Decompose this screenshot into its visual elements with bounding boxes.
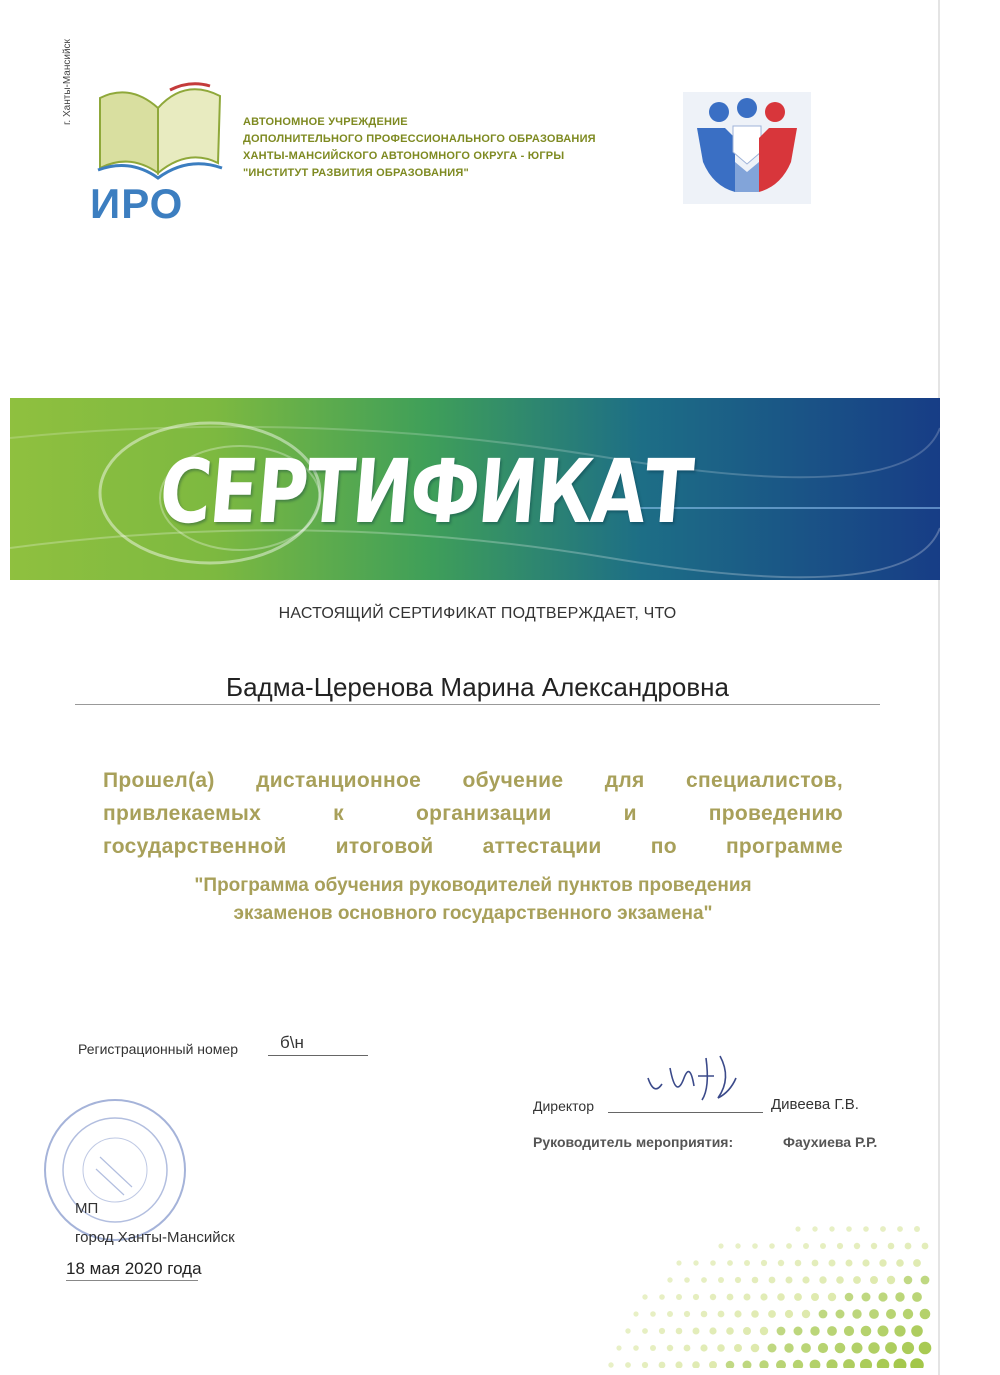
decorative-dot (878, 1292, 887, 1301)
decorative-dot (768, 1310, 776, 1318)
decorative-dot (811, 1293, 819, 1301)
decorative-dot (684, 1311, 690, 1317)
event-head-name: Фаухиева Р.Р. (783, 1134, 878, 1150)
decorative-dot (802, 1276, 809, 1283)
director-signature-line (608, 1112, 763, 1113)
decorative-dot (718, 1277, 724, 1283)
decorative-dot (870, 1276, 878, 1284)
decorative-dot (659, 1294, 665, 1300)
decorative-dot (769, 1243, 775, 1249)
decorative-dot (921, 1276, 930, 1285)
recipient-name: Бадма-Церенова Марина Александровна (226, 672, 729, 702)
decorative-dot (786, 1243, 792, 1249)
course-line: привлекаемых к организации и проведению (103, 802, 843, 825)
decorative-dot (709, 1327, 716, 1334)
decorative-dot (910, 1358, 924, 1368)
decorative-dot (769, 1277, 776, 1284)
decorative-dot (667, 1311, 673, 1317)
decorative-dot (829, 1260, 836, 1267)
program-name (103, 872, 843, 928)
decorative-dot (897, 1226, 903, 1232)
decorative-dot (761, 1260, 767, 1266)
decorative-dot (852, 1309, 861, 1318)
decorative-dot (826, 1359, 837, 1368)
decorative-dot (836, 1310, 845, 1319)
decorative-dot (760, 1327, 768, 1335)
decorative-dot (676, 1328, 683, 1335)
decorative-dot (829, 1226, 834, 1231)
decorative-dot (727, 1294, 734, 1301)
decorative-dot (911, 1325, 923, 1337)
decorative-dot (904, 1276, 913, 1285)
program-line: "Программа обучения руководителей пунктов проведения (194, 875, 752, 896)
decorative-dot (726, 1327, 734, 1335)
confirmation-line: НАСТОЯЩИЙ СЕРТИФИКАТ ПОДТВЕРЖДАЕТ, ЧТО (278, 605, 677, 622)
date-underline (66, 1280, 198, 1281)
decorative-dot (863, 1226, 869, 1232)
decorative-dot (676, 1260, 681, 1265)
decorative-dot (625, 1362, 631, 1368)
decorative-dot (744, 1260, 750, 1266)
decorative-dot (734, 1344, 742, 1352)
decorative-dot (812, 1226, 817, 1231)
decorative-dot (885, 1342, 897, 1354)
decorative-dot (820, 1243, 826, 1249)
decorative-dot (642, 1294, 647, 1299)
course-line: государственной итоговой аттестации по программе (103, 835, 843, 858)
decorative-dot (744, 1294, 751, 1301)
decorative-dot (853, 1276, 861, 1284)
decorative-dot (616, 1345, 621, 1350)
decorative-dot (862, 1259, 869, 1266)
decorative-dot (828, 1293, 836, 1301)
decorative-dot (734, 1310, 741, 1317)
decorative-dot (843, 1359, 855, 1368)
director-signature (640, 1048, 740, 1108)
decorative-dot (684, 1345, 691, 1352)
decorative-dot (743, 1327, 751, 1335)
decorative-dot (913, 1259, 921, 1267)
decorative-dot (768, 1344, 777, 1353)
decorative-dot (760, 1293, 767, 1300)
decorative-dot (676, 1294, 682, 1300)
decorative-dot (701, 1277, 707, 1283)
director-name: Дивеева Г.В. (771, 1096, 859, 1113)
registration-number: б\н (280, 1033, 304, 1052)
decorative-dot (801, 1343, 811, 1353)
decorative-dot (777, 1327, 786, 1336)
decorative-dot (776, 1360, 786, 1368)
certificate-banner (10, 398, 940, 580)
decorative-dot (785, 1310, 793, 1318)
decorative-dot (794, 1293, 802, 1301)
decorative-dot (675, 1361, 682, 1368)
decorative-dot (642, 1328, 648, 1334)
decorative-dot (896, 1259, 904, 1267)
decorative-dot (684, 1277, 690, 1283)
decorative-dot (795, 1260, 802, 1267)
decorative-dot (667, 1345, 673, 1351)
decorative-dot (693, 1294, 699, 1300)
decorative-dot (880, 1226, 886, 1232)
decorative-dot (778, 1260, 784, 1266)
decorative-dot (751, 1344, 760, 1353)
decorative-dot (835, 1343, 846, 1354)
decorative-dot (810, 1360, 821, 1368)
decorative-dot (625, 1328, 630, 1333)
decorative-dot (810, 1326, 819, 1335)
decorative-dot (912, 1292, 922, 1302)
decorative-dot (667, 1277, 672, 1282)
decorative-dot (894, 1359, 907, 1369)
decorative-dot (879, 1259, 886, 1266)
seal-place-label: МП (75, 1200, 99, 1217)
logo-city-label: г. Ханты-Мансийск (62, 39, 73, 125)
decorative-dot (650, 1345, 656, 1351)
decorative-dot (819, 1276, 826, 1283)
decorative-dot (862, 1293, 871, 1302)
decorative-dot (905, 1243, 912, 1250)
decorative-dot (710, 1294, 716, 1300)
decorative-dot (919, 1342, 932, 1355)
decorative-dot (759, 1360, 768, 1368)
course-line: Прошел(а) дистанционное обучение для специалистов, (103, 769, 843, 792)
registration-underline (268, 1055, 368, 1056)
course-description (103, 764, 843, 863)
decorative-dot (812, 1260, 819, 1267)
decorative-dot (650, 1311, 656, 1317)
decorative-dot (886, 1309, 896, 1319)
org-line: ХАНТЫ-МАНСИЙСКОГО АВТОНОМНОГО ОКРУГА - ЮГРЫ (243, 150, 565, 162)
decorative-dot (718, 1243, 723, 1248)
decorative-dot (845, 1293, 854, 1302)
decorative-dot (793, 1360, 803, 1368)
decorative-dot (701, 1311, 708, 1318)
certificate-title: СЕРТИФИКАТ (155, 440, 696, 543)
decorative-dot (837, 1243, 843, 1249)
decorative-dot (693, 1260, 698, 1265)
decorative-dots (560, 1210, 940, 1368)
decorative-dot (860, 1359, 872, 1368)
decorative-dot (735, 1277, 741, 1283)
decorative-dot (902, 1342, 914, 1354)
decorative-dot (726, 1361, 735, 1368)
decorative-dot (659, 1362, 666, 1368)
director-label: Директор (533, 1098, 594, 1114)
decorative-dot (819, 1310, 828, 1319)
exam-logo (683, 92, 811, 204)
decorative-dot (709, 1361, 717, 1368)
decorative-dot (895, 1292, 904, 1301)
decorative-dot (752, 1243, 758, 1249)
iro-logo-text: ИРО (90, 180, 184, 227)
decorative-dot (633, 1345, 639, 1351)
decorative-dot (846, 1260, 853, 1267)
decorative-dot (852, 1343, 863, 1354)
decorative-dot (871, 1243, 877, 1249)
decorative-dot (836, 1276, 844, 1284)
decorative-dot (878, 1326, 889, 1337)
decorative-dot (692, 1361, 700, 1368)
decorative-dot (794, 1327, 803, 1336)
decorative-dot (869, 1309, 879, 1319)
decorative-dot (903, 1309, 913, 1319)
org-line: ДОПОЛНИТЕЛЬНОГО ПРОФЕССИОНАЛЬНОГО ОБРАЗОВАНИЯ (243, 133, 596, 145)
decorative-dot (777, 1293, 785, 1301)
decorative-dot (922, 1243, 929, 1250)
program-line: экзаменов основного государственного экзамена" (233, 903, 713, 924)
issue-city: город Ханты-Мансийск (75, 1229, 235, 1246)
decorative-dot (717, 1344, 725, 1352)
decorative-dot (710, 1260, 716, 1266)
decorative-dot (887, 1276, 895, 1284)
decorative-dot (802, 1310, 810, 1318)
decorative-dot (718, 1311, 725, 1318)
decorative-dot (642, 1362, 648, 1368)
decorative-dot (786, 1277, 793, 1284)
decorative-dot (693, 1328, 700, 1335)
org-line: "ИНСТИТУТ РАЗВИТИЯ ОБРАЗОВАНИЯ" (243, 167, 469, 179)
registration-label: Регистрационный номер (78, 1041, 238, 1057)
decorative-dot (868, 1342, 879, 1353)
organization-name (243, 114, 596, 182)
decorative-dot (877, 1359, 890, 1368)
org-line: АВТОНОМНОЕ УЧРЕЖДЕНИЕ (243, 116, 408, 128)
decorative-dot (844, 1326, 854, 1336)
decorative-dot (751, 1310, 759, 1318)
event-head-label: Руководитель мероприятия: (533, 1134, 734, 1150)
decorative-dot (700, 1344, 707, 1351)
decorative-dot (894, 1325, 905, 1336)
decorative-dot (914, 1226, 920, 1232)
decorative-dot (735, 1243, 740, 1248)
decorative-dot (659, 1328, 665, 1334)
decorative-dot (795, 1226, 800, 1231)
decorative-dot (818, 1343, 828, 1353)
decorative-dot (752, 1277, 759, 1284)
decorative-dot (727, 1260, 733, 1266)
decorative-dot (854, 1243, 860, 1249)
decorative-dot (846, 1226, 852, 1232)
decorative-dot (608, 1362, 613, 1367)
decorative-dot (784, 1343, 793, 1352)
recipient-underline (75, 704, 880, 705)
official-stamp (40, 1095, 190, 1245)
issue-date: 18 мая 2020 года (66, 1259, 202, 1278)
decorative-dot (888, 1243, 895, 1250)
decorative-dot (827, 1326, 837, 1336)
decorative-dot (743, 1361, 752, 1369)
decorative-dot (803, 1243, 809, 1249)
decorative-dot (920, 1309, 931, 1320)
decorative-dot (861, 1326, 872, 1337)
decorative-dot (633, 1311, 638, 1316)
